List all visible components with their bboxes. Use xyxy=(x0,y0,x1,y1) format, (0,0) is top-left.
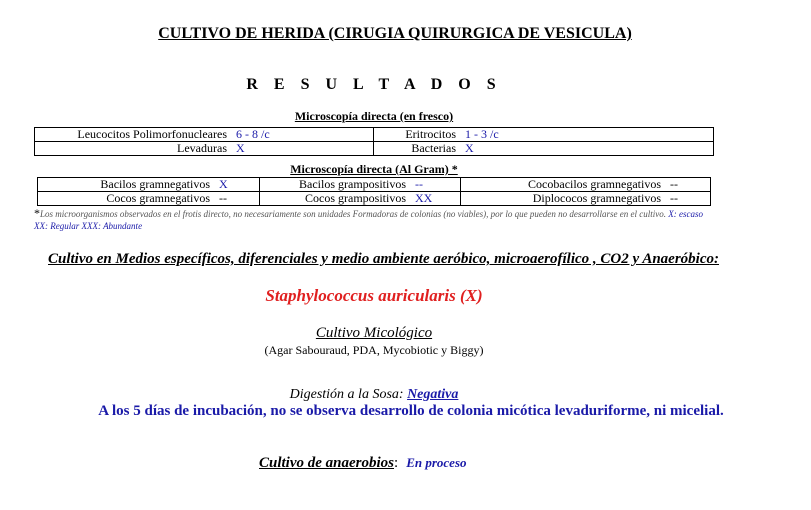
cell-value: X xyxy=(219,177,228,191)
table-cell xyxy=(38,192,260,206)
table-cell xyxy=(260,178,461,192)
table-cell xyxy=(38,178,260,192)
cell-label: Leucocitos Polimorfonucleares xyxy=(77,127,227,141)
mycology-heading: Cultivo Micológico xyxy=(315,325,433,341)
anaerobes-label: Cultivo de anaerobios xyxy=(259,455,395,471)
cell-value: X xyxy=(465,141,474,155)
cell-value: X xyxy=(236,141,245,155)
cell-label: Diplococos gramnegativos xyxy=(532,191,661,205)
gram-microscopy-table xyxy=(37,177,711,206)
cell-value: -- xyxy=(219,191,227,205)
cell-value: 6 - 8 /c xyxy=(236,127,270,141)
cell-label: Eritrocitos xyxy=(405,127,456,141)
table-row xyxy=(35,142,714,156)
cell-label: Cocobacilos gramnegativos xyxy=(528,177,661,191)
cell-value: -- xyxy=(670,177,678,191)
anaerobes-line xyxy=(259,455,467,472)
cell-value: 1 - 3 /c xyxy=(465,127,499,141)
digestion-value: Negativa xyxy=(407,387,459,402)
anaerobes-colon: : xyxy=(394,455,399,471)
footnote xyxy=(34,207,714,232)
footnote-star: * xyxy=(34,206,40,220)
table-row xyxy=(38,178,711,192)
table-row xyxy=(35,128,714,142)
organism-result: Staphylococcus auricularis (X) xyxy=(265,286,483,305)
cell-label: Cocos grampositivos xyxy=(305,191,406,205)
cell-value: XX xyxy=(415,191,433,205)
culture-heading: Cultivo en Medios específicos, diferenciales y medio ambiente aeróbico, microaerofílico , CO2 y Anaeróbico: xyxy=(48,251,720,267)
footnote-legend: X: escaso XX: Regular XXX: Abundante xyxy=(34,209,704,231)
mycology-media: (Agar Sabouraud, PDA, Mycobiotic y Biggy) xyxy=(264,343,484,357)
table-cell xyxy=(461,178,711,192)
table-cell xyxy=(35,128,374,142)
table-cell xyxy=(260,192,461,206)
table-cell xyxy=(35,142,374,156)
cell-label: Cocos gramnegativos xyxy=(106,191,210,205)
mycology-statement: A los 5 días de incubación, no se observa desarrollo de colonia micótica levaduriforme, ni micelial. xyxy=(98,403,724,419)
cell-label: Bacterias xyxy=(411,141,456,155)
gram-microscopy-heading: Microscopía directa (Al Gram) * xyxy=(290,162,458,176)
results-heading: R E S U L T A D O S xyxy=(246,76,502,93)
table-cell xyxy=(374,142,714,156)
cell-value: -- xyxy=(670,191,678,205)
cell-label: Bacilos grampositivos xyxy=(299,177,406,191)
cell-label: Levaduras xyxy=(177,141,227,155)
digestion-label: Digestión a la Sosa: xyxy=(289,387,408,402)
table-row xyxy=(38,192,711,206)
anaerobes-value: En proceso xyxy=(406,455,467,470)
table-cell xyxy=(374,128,714,142)
footnote-text: Los microorganismos observados en el frotis directo, no necesariamente son unidades Formadoras de colonias (no viables), por lo que pueden no desarrollarse en el cultivo. xyxy=(40,209,667,219)
fresh-microscopy-heading: Microscopía directa (en fresco) xyxy=(294,109,454,123)
cell-value: -- xyxy=(415,177,423,191)
table-cell xyxy=(461,192,711,206)
cell-label: Bacilos gramnegativos xyxy=(100,177,210,191)
report-title: CULTIVO DE HERIDA (CIRUGIA QUIRURGICA DE VESICULA) xyxy=(158,25,632,42)
digestion-line xyxy=(0,387,748,403)
fresh-microscopy-table xyxy=(34,127,714,156)
